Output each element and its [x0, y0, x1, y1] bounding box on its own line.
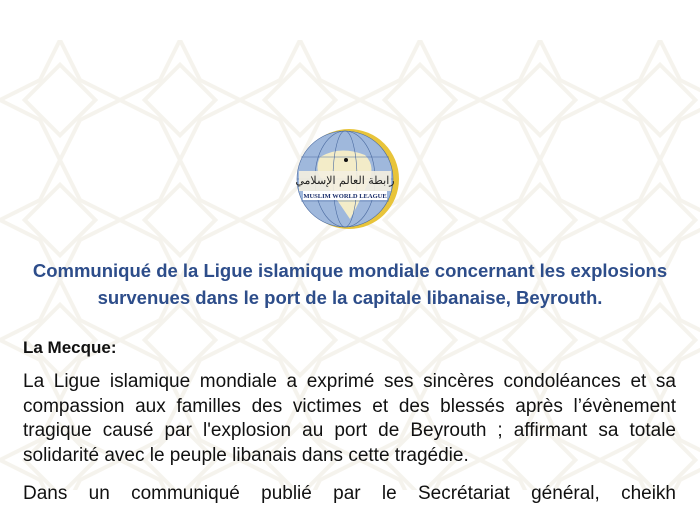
svg-text:رابطة العالم الإسلامي: رابطة العالم الإسلامي	[295, 174, 395, 187]
article-body	[23, 338, 676, 521]
paragraph: La Ligue islamique mondiale a exprimé ses sincères condoléances et sa compassion aux familles des victimes et des blessés après l’évènement tragique causé par l'explosion au port de Beyrouth ; affirmant sa totale solidarité avec le peuple libanais dans cette tragédie.	[23, 371, 676, 466]
page-title: Communiqué de la Ligue islamique mondiale concernant les explosions survenues dans le port de la capitale libanaise, Beyrouth.	[32, 260, 668, 308]
paragraph: Dans un communiqué publié par le Secrétariat général, cheikh	[23, 483, 676, 504]
dateline-location: La Mecque:	[23, 338, 117, 357]
muslim-world-league-logo	[295, 127, 399, 231]
svg-text:MUSLIM WORLD LEAGUE: MUSLIM WORLD LEAGUE	[303, 193, 387, 200]
